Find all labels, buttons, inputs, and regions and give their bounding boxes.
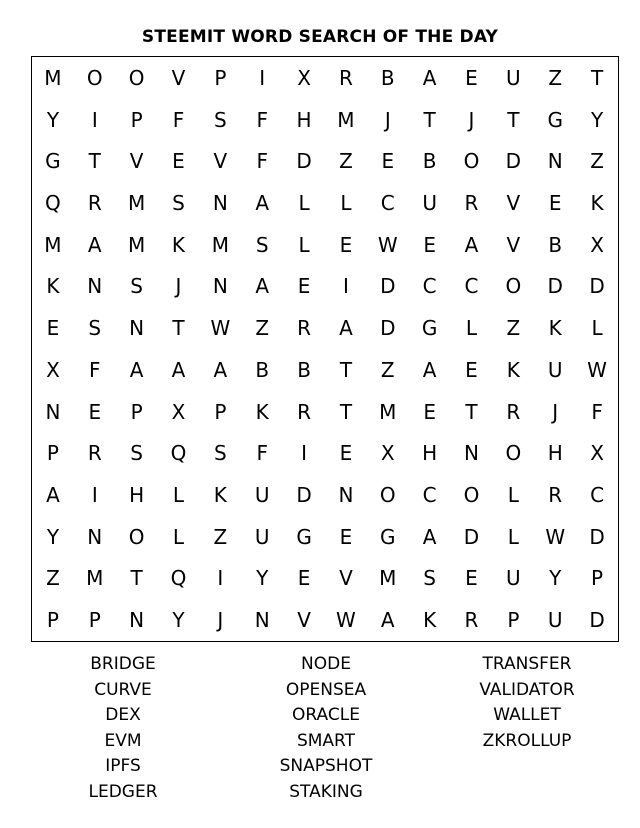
grid-cell[interactable]: K bbox=[213, 482, 227, 507]
grid-cell[interactable]: D bbox=[589, 274, 605, 299]
word-list-item: BRIDGE bbox=[90, 654, 156, 674]
grid-cell[interactable]: N bbox=[212, 190, 228, 215]
word-list-column bbox=[427, 652, 627, 754]
grid-cell[interactable]: U bbox=[506, 65, 521, 90]
grid-cell[interactable]: A bbox=[129, 357, 144, 382]
grid-cell[interactable]: J bbox=[217, 608, 224, 633]
grid-cell[interactable]: N bbox=[87, 524, 103, 549]
grid-cell[interactable]: O bbox=[463, 482, 480, 507]
grid-cell[interactable]: L bbox=[507, 524, 519, 549]
grid-cell[interactable]: E bbox=[297, 274, 311, 299]
grid-cell[interactable]: D bbox=[380, 274, 396, 299]
grid-cell[interactable]: T bbox=[465, 399, 478, 424]
grid-cell[interactable]: V bbox=[171, 65, 186, 90]
grid-cell[interactable]: R bbox=[87, 190, 102, 215]
grid-cell[interactable]: R bbox=[87, 441, 102, 466]
grid-cell[interactable]: R bbox=[506, 399, 521, 424]
grid-cell[interactable]: K bbox=[506, 357, 520, 382]
grid-cell[interactable]: A bbox=[339, 316, 353, 341]
grid-cell[interactable]: D bbox=[505, 149, 522, 174]
grid-cell[interactable]: N bbox=[254, 608, 270, 633]
grid-cell[interactable]: T bbox=[507, 107, 520, 132]
grid-cell[interactable]: R bbox=[297, 399, 312, 424]
grid-cell[interactable]: V bbox=[129, 149, 144, 174]
grid-cell[interactable]: A bbox=[255, 274, 270, 299]
grid-cell[interactable]: I bbox=[217, 566, 224, 591]
grid-cell[interactable]: Y bbox=[172, 608, 185, 633]
grid-cell[interactable]: A bbox=[255, 190, 270, 215]
grid-cell[interactable]: U bbox=[254, 524, 270, 549]
grid-cell[interactable]: Z bbox=[506, 316, 521, 341]
grid-cell[interactable]: K bbox=[423, 608, 437, 633]
grid-cell[interactable]: S bbox=[214, 107, 227, 132]
grid-cell[interactable]: J bbox=[468, 107, 475, 132]
grid-cell[interactable]: L bbox=[591, 316, 603, 341]
grid-cell[interactable]: S bbox=[214, 441, 227, 466]
word-list-item: NODE bbox=[301, 654, 351, 674]
grid-cell[interactable]: M bbox=[379, 566, 397, 591]
grid-cell[interactable]: K bbox=[255, 399, 269, 424]
grid-cell[interactable]: F bbox=[256, 441, 268, 466]
grid-cell[interactable]: X bbox=[590, 232, 604, 257]
word-list-item: OPENSEA bbox=[285, 679, 367, 700]
grid-cell[interactable]: A bbox=[422, 65, 437, 90]
grid-cell[interactable]: A bbox=[422, 524, 437, 549]
grid-cell[interactable]: F bbox=[256, 107, 268, 132]
grid-cell[interactable]: S bbox=[130, 274, 143, 299]
grid-cell[interactable]: P bbox=[130, 399, 143, 424]
grid-cell[interactable]: P bbox=[88, 608, 101, 633]
grid-cell[interactable]: O bbox=[505, 274, 522, 299]
grid-cell[interactable]: M bbox=[211, 232, 229, 257]
word-list-item: ZKROLLUP bbox=[482, 730, 572, 751]
grid-cell[interactable]: H bbox=[296, 107, 312, 132]
grid-cell[interactable]: N bbox=[129, 608, 145, 633]
grid-cell[interactable]: O bbox=[379, 482, 396, 507]
grid-cell[interactable]: E bbox=[548, 190, 562, 215]
grid-cell[interactable]: Z bbox=[213, 524, 228, 549]
grid-cell[interactable]: F bbox=[172, 107, 185, 132]
grid-cell[interactable]: C bbox=[464, 274, 479, 299]
grid-cell[interactable]: P bbox=[46, 441, 59, 466]
grid-cell[interactable]: S bbox=[88, 316, 102, 341]
grid-cell[interactable]: F bbox=[89, 357, 101, 382]
grid-cell[interactable]: X bbox=[46, 357, 60, 382]
grid-cell[interactable]: V bbox=[339, 566, 353, 591]
grid-cell[interactable]: P bbox=[591, 566, 604, 591]
grid-cell[interactable]: X bbox=[590, 441, 604, 466]
grid-cell[interactable]: S bbox=[130, 441, 143, 466]
grid-cell[interactable]: T bbox=[339, 357, 353, 382]
grid-cell[interactable]: P bbox=[507, 608, 520, 633]
grid-cell[interactable]: D bbox=[589, 524, 605, 549]
grid-cell[interactable]: V bbox=[213, 149, 228, 174]
grid-cell[interactable]: N bbox=[464, 441, 479, 466]
grid-cell[interactable]: I bbox=[259, 65, 266, 90]
grid-cell[interactable]: U bbox=[547, 608, 563, 633]
grid-cell[interactable]: O bbox=[86, 65, 103, 90]
grid-cell[interactable]: Y bbox=[256, 566, 269, 591]
grid-cell[interactable]: X bbox=[171, 399, 186, 424]
grid-cell[interactable]: L bbox=[172, 482, 185, 507]
grid-cell[interactable]: P bbox=[214, 65, 227, 90]
grid-cell[interactable]: E bbox=[46, 316, 60, 341]
grid-cell[interactable]: R bbox=[464, 190, 479, 215]
grid-cell[interactable]: M bbox=[379, 399, 397, 424]
word-list-column bbox=[23, 652, 223, 805]
grid-cell[interactable]: R bbox=[297, 316, 312, 341]
grid-cell[interactable]: Q bbox=[170, 566, 187, 591]
grid-cell[interactable]: G bbox=[45, 149, 61, 174]
grid-cell[interactable]: Y bbox=[46, 524, 60, 549]
grid-cell[interactable]: U bbox=[422, 190, 437, 215]
word-list-item: TRANSFER bbox=[482, 654, 572, 674]
grid-cell[interactable]: L bbox=[298, 232, 310, 257]
grid-cell[interactable]: P bbox=[46, 608, 59, 633]
grid-cell[interactable]: E bbox=[88, 399, 102, 424]
grid-cell[interactable]: A bbox=[213, 357, 228, 382]
grid-cell[interactable]: Q bbox=[45, 190, 61, 215]
grid-cell[interactable]: H bbox=[129, 482, 145, 507]
grid-cell[interactable]: B bbox=[422, 149, 437, 174]
word-list-item: WALLET bbox=[493, 705, 561, 725]
word-list-item: DEX bbox=[105, 705, 141, 725]
grid-cell[interactable]: I bbox=[91, 482, 98, 507]
grid-cell[interactable]: E bbox=[297, 566, 311, 591]
grid-cell[interactable]: O bbox=[505, 441, 522, 466]
grid-cell[interactable]: C bbox=[422, 274, 437, 299]
grid-cell[interactable]: N bbox=[547, 149, 563, 174]
word-list-item: ORACLE bbox=[292, 705, 360, 725]
grid-cell[interactable]: E bbox=[465, 566, 478, 591]
grid-cell[interactable]: V bbox=[506, 232, 521, 257]
grid-cell[interactable]: T bbox=[590, 65, 604, 90]
grid-cell[interactable]: A bbox=[464, 232, 479, 257]
grid-cell[interactable]: D bbox=[380, 316, 396, 341]
grid-cell[interactable]: N bbox=[338, 482, 354, 507]
grid-cell[interactable]: Q bbox=[170, 441, 187, 466]
grid-cell[interactable]: T bbox=[172, 316, 185, 341]
letter-grid bbox=[31, 56, 619, 642]
grid-cell[interactable]: V bbox=[297, 608, 311, 633]
grid-cell[interactable]: U bbox=[506, 566, 521, 591]
grid-cell[interactable]: F bbox=[591, 399, 603, 424]
grid-cell[interactable]: E bbox=[339, 232, 353, 257]
grid-cell[interactable]: D bbox=[547, 274, 563, 299]
grid-cell[interactable]: E bbox=[381, 149, 395, 174]
grid-cell[interactable]: M bbox=[44, 232, 62, 257]
grid-cell[interactable]: D bbox=[589, 608, 605, 633]
grid-cell[interactable]: J bbox=[552, 399, 559, 424]
grid-cell[interactable]: D bbox=[296, 149, 312, 174]
grid-cell[interactable]: T bbox=[423, 107, 436, 132]
grid-cell[interactable]: L bbox=[172, 524, 185, 549]
grid-cell[interactable]: R bbox=[338, 65, 353, 90]
grid-cell[interactable]: E bbox=[423, 232, 436, 257]
grid-cell[interactable]: E bbox=[465, 65, 478, 90]
grid-cell[interactable]: T bbox=[88, 149, 101, 174]
word-list-item: LEDGER bbox=[88, 781, 158, 802]
grid-cell[interactable]: Z bbox=[255, 316, 270, 341]
grid-cell[interactable]: C bbox=[380, 190, 395, 215]
grid-cell[interactable]: V bbox=[506, 190, 521, 215]
grid-cell[interactable]: H bbox=[547, 441, 563, 466]
grid-cell[interactable]: N bbox=[87, 274, 103, 299]
grid-cell[interactable]: E bbox=[339, 524, 353, 549]
grid-cell[interactable]: G bbox=[380, 524, 396, 549]
grid-cell[interactable]: M bbox=[128, 190, 146, 215]
grid-cell[interactable]: Z bbox=[380, 357, 395, 382]
grid-cell[interactable]: N bbox=[129, 316, 145, 341]
word-list-item: VALIDATOR bbox=[479, 679, 575, 700]
grid-cell[interactable]: S bbox=[255, 232, 269, 257]
grid-cell[interactable]: K bbox=[171, 232, 186, 257]
word-list-item: SMART bbox=[296, 730, 356, 751]
grid-cell[interactable]: W bbox=[336, 608, 356, 633]
grid-cell[interactable]: W bbox=[210, 316, 231, 341]
grid-cell[interactable]: Z bbox=[339, 149, 353, 174]
grid-cell[interactable]: B bbox=[255, 357, 270, 382]
grid-cell[interactable]: X bbox=[297, 65, 311, 90]
grid-cell[interactable]: S bbox=[172, 190, 185, 215]
grid-cell[interactable]: U bbox=[547, 357, 563, 382]
grid-cell[interactable]: A bbox=[171, 357, 186, 382]
grid-cell[interactable]: M bbox=[337, 107, 355, 132]
word-list-item: STAKING bbox=[289, 781, 363, 802]
grid-cell[interactable]: N bbox=[212, 274, 228, 299]
grid-cell[interactable]: D bbox=[463, 524, 480, 549]
grid-cell[interactable]: J bbox=[384, 107, 391, 132]
grid-cell[interactable]: E bbox=[423, 399, 436, 424]
grid-cell[interactable]: A bbox=[46, 482, 60, 507]
grid-cell[interactable]: W bbox=[545, 524, 566, 549]
grid-cell[interactable]: N bbox=[45, 399, 61, 424]
grid-cell[interactable]: E bbox=[339, 441, 353, 466]
word-list-item: EVM bbox=[104, 730, 142, 751]
grid-cell[interactable]: Y bbox=[549, 566, 562, 591]
grid-cell[interactable]: P bbox=[214, 399, 227, 424]
grid-cell[interactable]: Y bbox=[46, 107, 60, 132]
grid-cell[interactable]: O bbox=[128, 65, 145, 90]
grid-cell[interactable]: X bbox=[380, 441, 395, 466]
grid-cell[interactable]: P bbox=[130, 107, 143, 132]
grid-cell[interactable]: A bbox=[380, 608, 395, 633]
grid-cell[interactable]: T bbox=[339, 399, 353, 424]
grid-cell[interactable]: K bbox=[46, 274, 60, 299]
word-list-item: IPFS bbox=[105, 756, 141, 776]
grid-cell[interactable]: T bbox=[130, 566, 143, 591]
grid-cell[interactable]: B bbox=[548, 232, 563, 257]
word-list-item: SNAPSHOT bbox=[279, 756, 373, 776]
grid-cell[interactable]: F bbox=[256, 149, 268, 174]
grid-cell[interactable]: L bbox=[507, 482, 519, 507]
grid-cell[interactable]: E bbox=[172, 149, 185, 174]
grid-cell[interactable]: C bbox=[590, 482, 605, 507]
grid-cell[interactable]: H bbox=[422, 441, 438, 466]
grid-cell[interactable]: E bbox=[465, 357, 478, 382]
grid-cell[interactable]: A bbox=[422, 357, 437, 382]
grid-cell[interactable]: G bbox=[421, 316, 438, 341]
grid-cell[interactable]: M bbox=[44, 65, 62, 90]
grid-cell[interactable]: L bbox=[340, 190, 352, 215]
grid-cell[interactable]: I bbox=[91, 107, 98, 132]
grid-cell[interactable]: M bbox=[86, 566, 104, 591]
grid-cell[interactable]: O bbox=[463, 149, 480, 174]
grid-cell[interactable]: Z bbox=[46, 566, 60, 591]
grid-cell[interactable]: K bbox=[590, 190, 604, 215]
puzzle-title: STEEMIT WORD SEARCH OF THE DAY bbox=[141, 27, 499, 47]
word-list-column bbox=[226, 652, 426, 805]
grid-cell[interactable]: Y bbox=[590, 107, 604, 132]
grid-cell[interactable]: R bbox=[548, 482, 563, 507]
grid-cell[interactable]: R bbox=[464, 608, 479, 633]
grid-cell[interactable]: C bbox=[422, 482, 437, 507]
grid-cell[interactable]: Z bbox=[548, 65, 563, 90]
grid-cell[interactable]: M bbox=[128, 232, 146, 257]
grid-cell[interactable]: L bbox=[465, 316, 478, 341]
grid-cell[interactable]: D bbox=[296, 482, 312, 507]
grid-cell[interactable]: K bbox=[548, 316, 562, 341]
word-list-item: CURVE bbox=[94, 679, 152, 700]
grid-cell[interactable]: G bbox=[547, 107, 563, 132]
grid-cell[interactable]: I bbox=[301, 441, 308, 466]
grid-cell[interactable]: B bbox=[297, 357, 311, 382]
grid-cell[interactable]: W bbox=[377, 232, 398, 257]
grid-cell[interactable]: G bbox=[296, 524, 312, 549]
grid-cell[interactable]: I bbox=[342, 274, 349, 299]
grid-cell[interactable]: A bbox=[87, 232, 102, 257]
grid-cell[interactable]: Z bbox=[590, 149, 604, 174]
grid-cell[interactable]: J bbox=[175, 274, 182, 299]
grid-cell[interactable]: U bbox=[254, 482, 270, 507]
grid-cell[interactable]: O bbox=[128, 524, 145, 549]
grid-cell[interactable]: S bbox=[423, 566, 436, 591]
grid-cell[interactable]: W bbox=[587, 357, 607, 382]
grid-cell[interactable]: B bbox=[380, 65, 395, 90]
grid-cell[interactable]: L bbox=[298, 190, 310, 215]
